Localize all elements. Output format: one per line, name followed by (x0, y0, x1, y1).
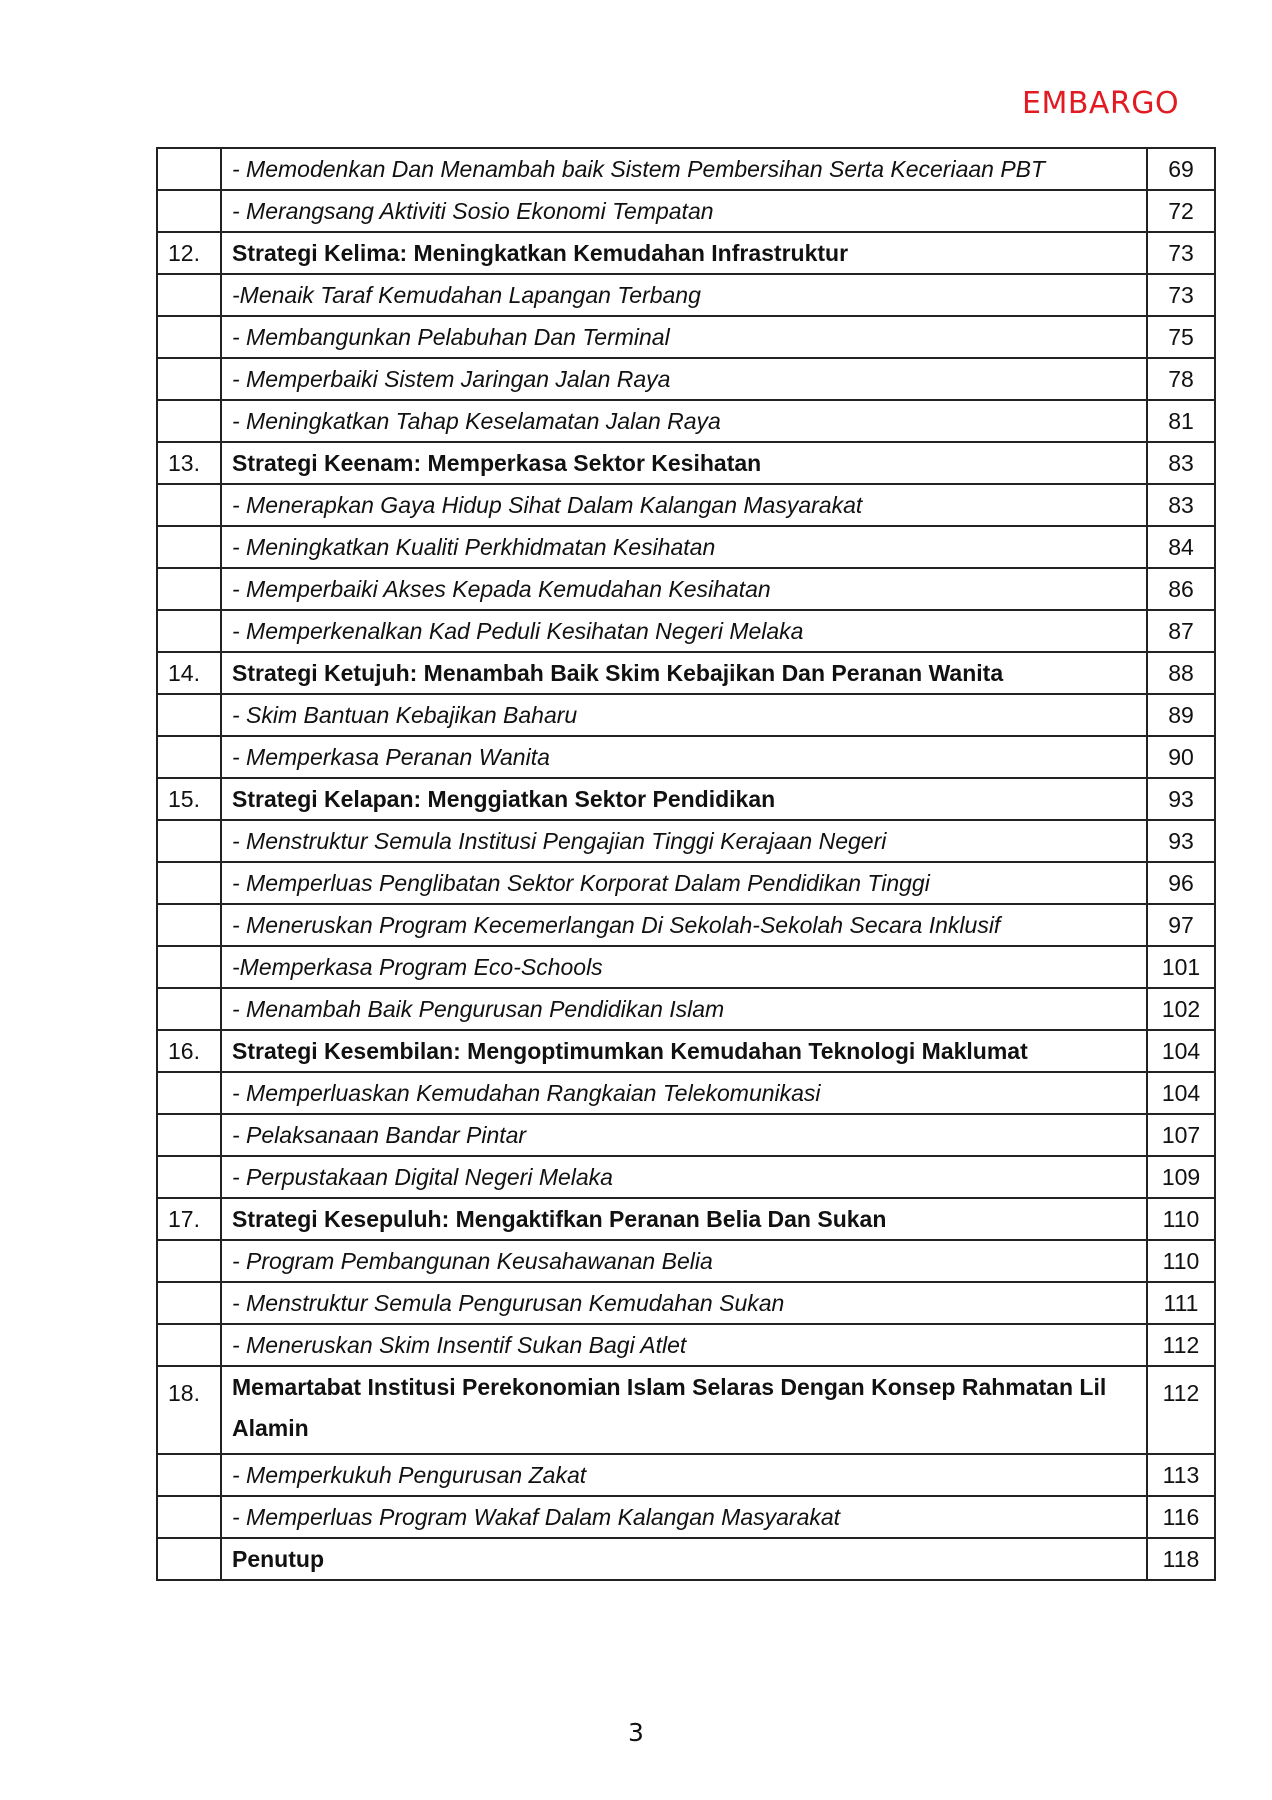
toc-entry-title: - Menstruktur Semula Institusi Pengajian Tinggi Kerajaan Negeri (221, 820, 1147, 862)
table-row (157, 526, 1215, 568)
toc-entry-page: 93 (1147, 820, 1215, 862)
toc-entry-number (157, 274, 221, 316)
toc-entry-number (157, 1156, 221, 1198)
table-row (157, 736, 1215, 778)
toc-entry-title: - Perpustakaan Digital Negeri Melaka (221, 1156, 1147, 1198)
table-row (157, 316, 1215, 358)
table-row (157, 1324, 1215, 1366)
toc-entry-title: - Menambah Baik Pengurusan Pendidikan Islam (221, 988, 1147, 1030)
toc-entry-title: Strategi Ketujuh: Menambah Baik Skim Kebajikan Dan Peranan Wanita (221, 652, 1147, 694)
toc-entry-title: - Memperluas Program Wakaf Dalam Kalangan Masyarakat (221, 1496, 1147, 1538)
toc-entry-page: 104 (1147, 1030, 1215, 1072)
table-row (157, 1538, 1215, 1580)
table-row (157, 568, 1215, 610)
toc-entry-number: 17. (157, 1198, 221, 1240)
table-row (157, 484, 1215, 526)
toc-entry-page: 83 (1147, 484, 1215, 526)
page-number: 3 (628, 1718, 644, 1747)
table-row (157, 946, 1215, 988)
toc-entry-page: 110 (1147, 1240, 1215, 1282)
toc-entry-page: 116 (1147, 1496, 1215, 1538)
toc-entry-title: - Merangsang Aktiviti Sosio Ekonomi Tempatan (221, 190, 1147, 232)
table-of-contents (156, 147, 1216, 1581)
table-row (157, 778, 1215, 820)
toc-entry-page: 110 (1147, 1198, 1215, 1240)
toc-entry-number (157, 1496, 221, 1538)
table-row (157, 1240, 1215, 1282)
toc-entry-title: Strategi Kesembilan: Mengoptimumkan Kemudahan Teknologi Maklumat (221, 1030, 1147, 1072)
table-row (157, 1282, 1215, 1324)
toc-entry-number (157, 190, 221, 232)
toc-entry-number (157, 1240, 221, 1282)
table-row (157, 652, 1215, 694)
toc-entry-title: - Memperluas Penglibatan Sektor Korporat Dalam Pendidikan Tinggi (221, 862, 1147, 904)
table-row (157, 1198, 1215, 1240)
table-row (157, 610, 1215, 652)
toc-entry-page: 75 (1147, 316, 1215, 358)
toc-entry-page: 87 (1147, 610, 1215, 652)
toc-entry-page: 118 (1147, 1538, 1215, 1580)
toc-entry-page: 83 (1147, 442, 1215, 484)
toc-entry-title: - Meningkatkan Kualiti Perkhidmatan Kesihatan (221, 526, 1147, 568)
table-row (157, 148, 1215, 190)
toc-entry-number (157, 1072, 221, 1114)
toc-entry-page: 78 (1147, 358, 1215, 400)
toc-entry-number (157, 358, 221, 400)
toc-entry-title: - Membangunkan Pelabuhan Dan Terminal (221, 316, 1147, 358)
toc-entry-number (157, 694, 221, 736)
toc-entry-page: 84 (1147, 526, 1215, 568)
toc-entry-title: - Pelaksanaan Bandar Pintar (221, 1114, 1147, 1156)
toc-entry-title: Strategi Kesepuluh: Mengaktifkan Peranan Belia Dan Sukan (221, 1198, 1147, 1240)
table-row (157, 1156, 1215, 1198)
toc-entry-page: 88 (1147, 652, 1215, 694)
toc-entry-page: 96 (1147, 862, 1215, 904)
table-row (157, 988, 1215, 1030)
toc-entry-number: 13. (157, 442, 221, 484)
toc-entry-number (157, 1282, 221, 1324)
toc-entry-page: 104 (1147, 1072, 1215, 1114)
table-row (157, 1072, 1215, 1114)
toc-entry-page: 107 (1147, 1114, 1215, 1156)
toc-entry-page: 90 (1147, 736, 1215, 778)
table-row (157, 1496, 1215, 1538)
toc-entry-number (157, 1324, 221, 1366)
table-row (157, 904, 1215, 946)
toc-entry-title: - Meningkatkan Tahap Keselamatan Jalan Raya (221, 400, 1147, 442)
toc-entry-number (157, 1114, 221, 1156)
toc-entry-title: - Memperkukuh Pengurusan Zakat (221, 1454, 1147, 1496)
toc-entry-number: 18. (157, 1366, 221, 1454)
toc-entry-number (157, 1538, 221, 1580)
toc-entry-number (157, 400, 221, 442)
toc-entry-number (157, 148, 221, 190)
table-row (157, 820, 1215, 862)
toc-entry-number (157, 316, 221, 358)
toc-entry-number: 12. (157, 232, 221, 274)
toc-entry-title: Strategi Keenam: Memperkasa Sektor Kesihatan (221, 442, 1147, 484)
toc-entry-title: Strategi Kelapan: Menggiatkan Sektor Pendidikan (221, 778, 1147, 820)
toc-entry-title: - Memperkasa Peranan Wanita (221, 736, 1147, 778)
table-row (157, 1030, 1215, 1072)
toc-entry-title: - Menerapkan Gaya Hidup Sihat Dalam Kalangan Masyarakat (221, 484, 1147, 526)
toc-entry-number (157, 946, 221, 988)
toc-entry-title: -Memperkasa Program Eco-Schools (221, 946, 1147, 988)
toc-entry-page: 109 (1147, 1156, 1215, 1198)
toc-entry-page: 112 (1147, 1366, 1215, 1454)
toc-entry-number: 14. (157, 652, 221, 694)
toc-entry-number (157, 904, 221, 946)
toc-entry-title: - Meneruskan Skim Insentif Sukan Bagi Atlet (221, 1324, 1147, 1366)
toc-entry-page: 112 (1147, 1324, 1215, 1366)
toc-entry-number (157, 1454, 221, 1496)
table-row (157, 400, 1215, 442)
table-row (157, 1454, 1215, 1496)
toc-entry-number (157, 568, 221, 610)
toc-entry-title: Strategi Kelima: Meningkatkan Kemudahan Infrastruktur (221, 232, 1147, 274)
embargo-label: EMBARGO (1022, 86, 1180, 121)
toc-entry-title: - Menstruktur Semula Pengurusan Kemudahan Sukan (221, 1282, 1147, 1324)
table-row (157, 1366, 1215, 1454)
toc-entry-number (157, 484, 221, 526)
toc-body (157, 148, 1215, 1580)
toc-entry-title: - Memperkenalkan Kad Peduli Kesihatan Negeri Melaka (221, 610, 1147, 652)
toc-entry-page: 101 (1147, 946, 1215, 988)
toc-entry-page: 69 (1147, 148, 1215, 190)
table-row (157, 442, 1215, 484)
toc-entry-page: 72 (1147, 190, 1215, 232)
table-row (157, 190, 1215, 232)
table-row (157, 1114, 1215, 1156)
toc-entry-title: Penutup (221, 1538, 1147, 1580)
table-row (157, 358, 1215, 400)
table-row (157, 694, 1215, 736)
toc-entry-page: 89 (1147, 694, 1215, 736)
toc-entry-page: 73 (1147, 274, 1215, 316)
table-row (157, 274, 1215, 316)
toc-entry-number: 16. (157, 1030, 221, 1072)
toc-entry-title: - Program Pembangunan Keusahawanan Belia (221, 1240, 1147, 1282)
toc-entry-page: 111 (1147, 1282, 1215, 1324)
table-row (157, 862, 1215, 904)
toc-entry-title: - Memperbaiki Akses Kepada Kemudahan Kesihatan (221, 568, 1147, 610)
toc-entry-title: Memartabat Institusi Perekonomian Islam Selaras Dengan Konsep Rahmatan Lil Alamin (221, 1366, 1147, 1454)
toc-entry-title: - Skim Bantuan Kebajikan Baharu (221, 694, 1147, 736)
toc-entry-number (157, 610, 221, 652)
toc-entry-page: 113 (1147, 1454, 1215, 1496)
table-row (157, 232, 1215, 274)
toc-entry-number (157, 862, 221, 904)
toc-entry-number (157, 526, 221, 568)
toc-entry-number (157, 988, 221, 1030)
toc-entry-page: 97 (1147, 904, 1215, 946)
toc-entry-number (157, 820, 221, 862)
toc-entry-title: - Memodenkan Dan Menambah baik Sistem Pembersihan Serta Keceriaan PBT (221, 148, 1147, 190)
toc-entry-title: - Memperluaskan Kemudahan Rangkaian Telekomunikasi (221, 1072, 1147, 1114)
toc-entry-number: 15. (157, 778, 221, 820)
toc-entry-page: 102 (1147, 988, 1215, 1030)
toc-entry-page: 73 (1147, 232, 1215, 274)
toc-entry-title: -Menaik Taraf Kemudahan Lapangan Terbang (221, 274, 1147, 316)
toc-entry-page: 81 (1147, 400, 1215, 442)
toc-entry-title: - Meneruskan Program Kecemerlangan Di Sekolah-Sekolah Secara Inklusif (221, 904, 1147, 946)
toc-entry-page: 86 (1147, 568, 1215, 610)
toc-entry-title: - Memperbaiki Sistem Jaringan Jalan Raya (221, 358, 1147, 400)
toc-entry-number (157, 736, 221, 778)
toc-entry-page: 93 (1147, 778, 1215, 820)
